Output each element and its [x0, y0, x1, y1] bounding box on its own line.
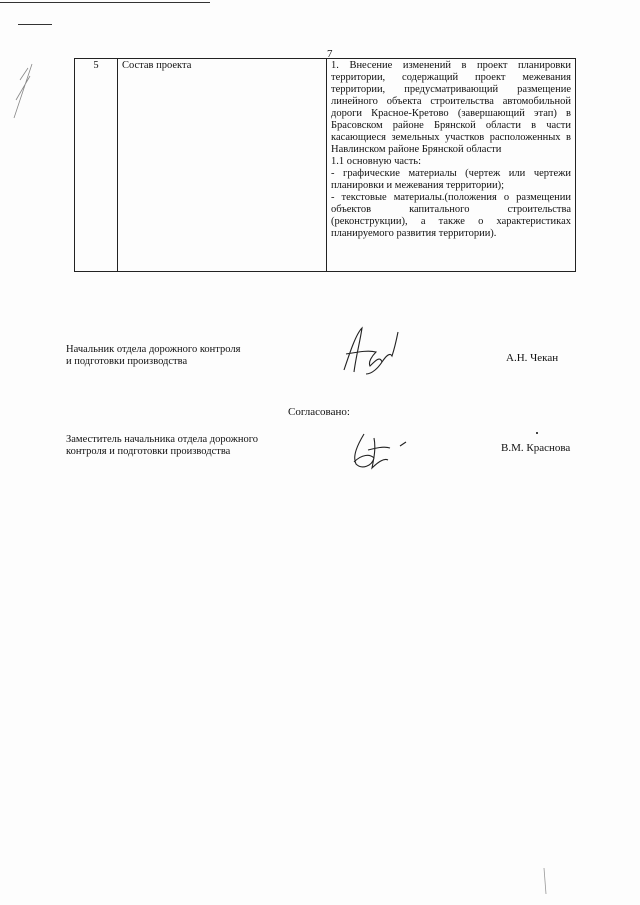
row-number: 5 [75, 59, 118, 272]
signature-2 [344, 428, 414, 478]
approval-label: Согласовано: [288, 406, 350, 418]
table-row [75, 59, 576, 272]
signatory-2-position [66, 434, 258, 458]
top-rule-short [18, 24, 52, 25]
content-paragraph: - текстовые материалы.(положения о размещении объектов капитального строительства (реконструкции), а также о характеристиках планируемого развития территории). [331, 192, 571, 239]
position-line: контроля и подготовки производства [66, 446, 231, 457]
content-paragraph: 1.1 основную часть: [331, 156, 421, 167]
project-table [74, 58, 576, 272]
top-rule-long [0, 2, 210, 3]
position-line: и подготовки производства [66, 356, 188, 367]
row-label: Состав проекта [118, 59, 327, 272]
position-line: Начальник отдела дорожного контроля [66, 344, 241, 355]
row-content [327, 59, 576, 272]
page-number: 7 [327, 48, 333, 60]
scan-dot [536, 432, 538, 434]
content-paragraph: - графические материалы (чертеж или чертежи планировки и межевания территории); [331, 168, 571, 191]
signature-1 [336, 322, 406, 382]
signatory-1-name: А.Н. Чекан [506, 352, 559, 364]
position-line: Заместитель начальника отдела дорожного [66, 434, 258, 445]
scan-edge-mark [540, 866, 550, 896]
signatory-2-name: В.М. Краснова [501, 442, 571, 454]
content-paragraph: 1. Внесение изменений в проект планировки территории, содержащий проект межевания территории, предусматривающий размещение линейного объекта строительства автомобильной дороги Красное-Кретово (завершающий этап) в Брасовском районе Брянской области в части касающиеся земельных участков расположенных в Навлинском районе Брянской области [331, 60, 571, 155]
margin-scribble [8, 60, 38, 130]
signatory-1-position [66, 344, 240, 368]
